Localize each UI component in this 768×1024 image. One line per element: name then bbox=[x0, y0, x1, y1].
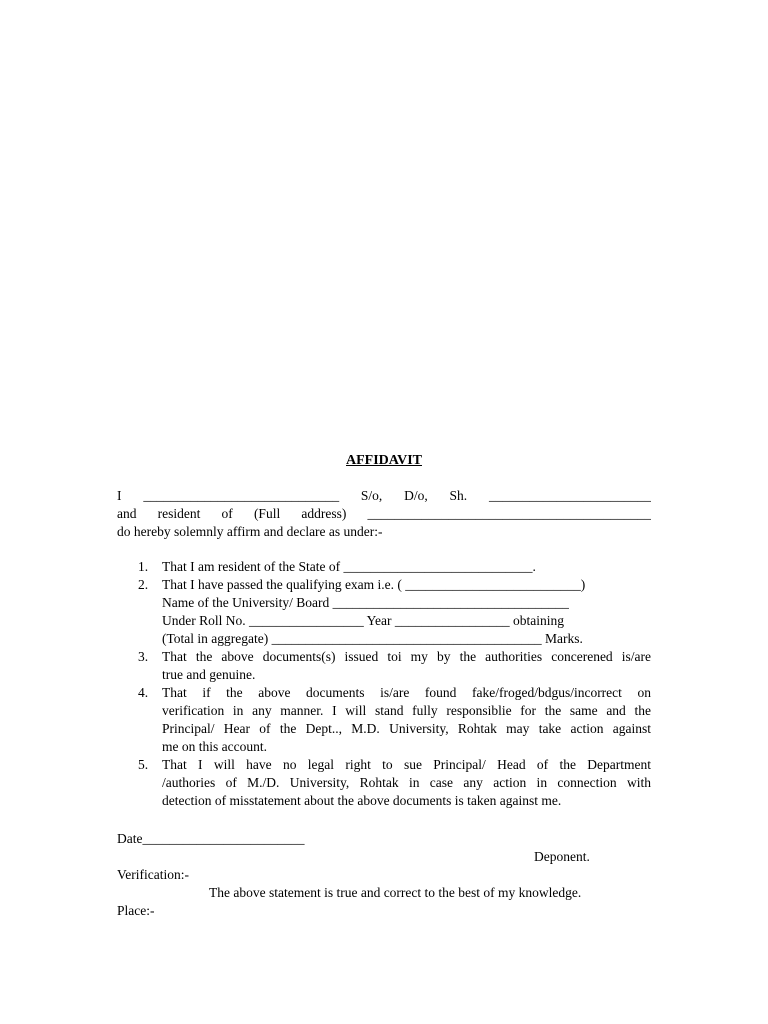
place-field-label: Place:- bbox=[117, 903, 155, 918]
list-line: /authories of M./D. University, Rohtak in case any action in connection with bbox=[162, 775, 651, 790]
list-item bbox=[117, 648, 651, 684]
list-line: That I have passed the qualifying exam i.e. ( __________________________) bbox=[162, 577, 586, 592]
list-number: 2. bbox=[138, 577, 149, 592]
list-line: That I will have no legal right to sue Principal/ Head of the Department bbox=[162, 757, 651, 772]
intro-paragraph bbox=[117, 487, 651, 541]
deponent-label: Deponent. bbox=[534, 849, 590, 864]
list-line: Under Roll No. _________________ Year _________________ obtaining bbox=[162, 613, 564, 628]
intro-line: and resident of (Full address) __________________________________________ bbox=[117, 506, 651, 521]
list-line: (Total in aggregate) ________________________________________ Marks. bbox=[162, 631, 583, 646]
declaration-list bbox=[117, 558, 651, 810]
list-item bbox=[117, 684, 651, 756]
list-line: That I am resident of the State of ____________________________. bbox=[162, 559, 536, 574]
list-item bbox=[117, 558, 651, 576]
intro-line: do hereby solemnly affirm and declare as under:- bbox=[117, 524, 383, 539]
document-title: AFFIDAVIT bbox=[346, 453, 422, 468]
list-item bbox=[117, 576, 651, 648]
list-line: Principal/ Hear of the Dept.., M.D. University, Rohtak may take action against bbox=[162, 721, 651, 736]
verification-label: Verification:- bbox=[117, 867, 189, 882]
list-number: 3. bbox=[138, 649, 149, 664]
list-number: 1. bbox=[138, 559, 149, 574]
list-line: That if the above documents is/are found fake/froged/bdgus/incorrect on bbox=[162, 685, 651, 700]
list-line: true and genuine. bbox=[162, 667, 256, 682]
list-line: That the above documents(s) issued toi my by the authorities concerened is/are bbox=[162, 649, 651, 664]
list-number: 5. bbox=[138, 757, 149, 772]
list-number: 4. bbox=[138, 685, 149, 700]
list-line: verification in any manner. I will stand fully responsiblie for the same and the bbox=[162, 703, 651, 718]
date-field-label: Date________________________ bbox=[117, 831, 305, 846]
list-item bbox=[117, 756, 651, 810]
intro-line: I _____________________________ S/o, D/o, Sh. ________________________ bbox=[117, 488, 651, 503]
verification-statement: The above statement is true and correct to the best of my knowledge. bbox=[209, 885, 582, 900]
list-line: Name of the University/ Board ___________________________________ bbox=[162, 595, 569, 610]
list-line: me on this account. bbox=[162, 739, 267, 754]
list-line: detection of misstatement about the above documents is taken against me. bbox=[162, 793, 562, 808]
